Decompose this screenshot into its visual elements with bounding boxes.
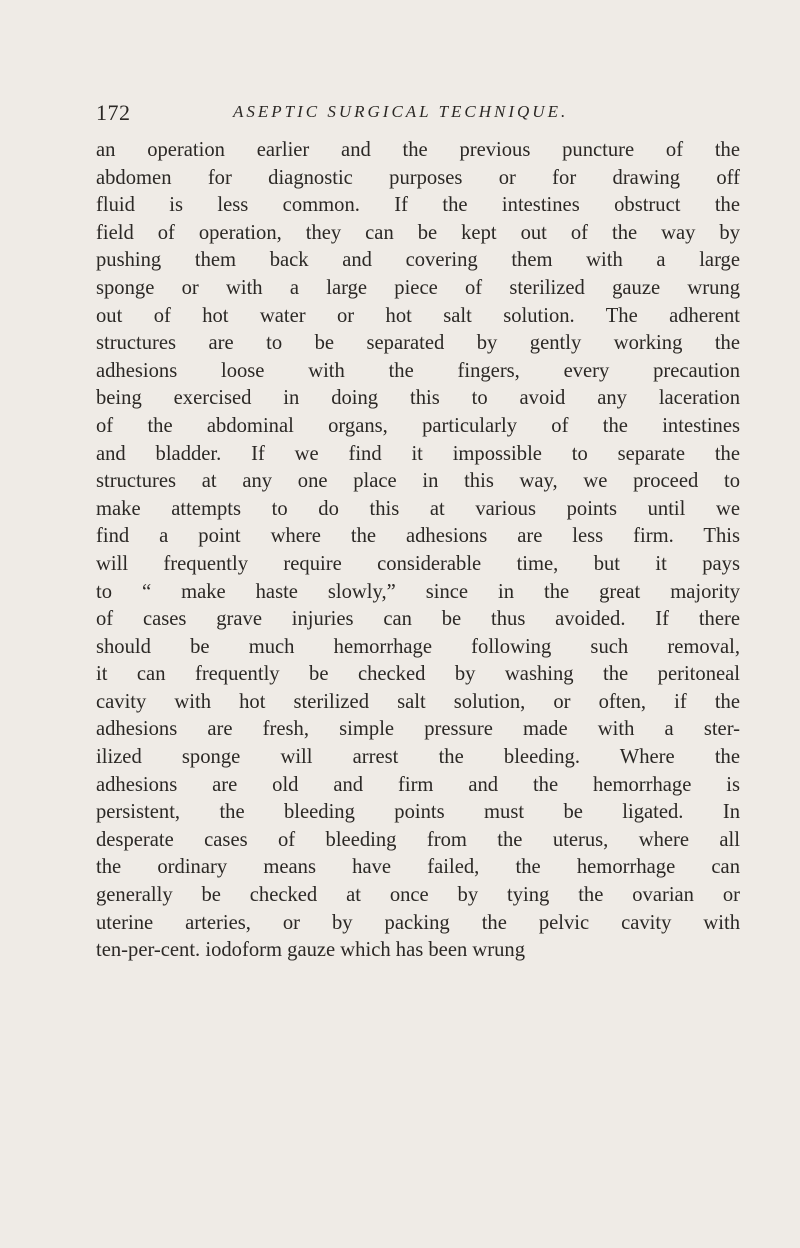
text-line: an operation earlier and the previous puncture of the [96,139,740,161]
text-line: being exercised in doing this to avoid any laceration [96,387,740,410]
text-line: to “ make haste slowly,” since in the great majority [96,580,740,603]
text-line: uterine arteries, or by packing the pelvic cavity with [96,911,740,934]
running-head [96,100,736,128]
text-line: fluid is less common. If the intestines obstruct the [96,194,740,217]
text-line: ten-per-cent. iodoform gauze which has been wrung [96,939,526,962]
text-line: abdomen for diagnostic purposes or for drawing off [96,166,740,189]
text-line: of cases grave injuries can be thus avoided. If there [96,608,740,631]
text-line: field of operation, they can be kept out of the way by [96,221,740,244]
text-line: pushing them back and covering them with a large [96,249,740,272]
text-line: the ordinary means have failed, the hemorrhage can [96,856,740,879]
text-line: adhesions are fresh, simple pressure made with a ster- [96,718,740,741]
text-line: find a point where the adhesions are less firm. This [96,525,740,548]
text-line: ilized sponge will arrest the bleeding. Where the [96,746,740,769]
text-line: make attempts to do this at various points until we [96,497,740,520]
text-line: out of hot water or hot salt solution. The adherent [96,304,740,327]
text-line: of the abdominal organs, particularly of the intestines [96,414,740,437]
text-line: will frequently require considerable time, but it pays [96,552,740,575]
text-line: structures at any one place in this way, we proceed to [96,470,740,493]
text-line: adhesions are old and firm and the hemorrhage is [96,773,740,796]
text-line: adhesions loose with the fingers, every precaution [96,359,740,382]
text-line: it can frequently be checked by washing the peritoneal [96,663,740,686]
text-line: persistent, the bleeding points must be ligated. In [96,801,740,824]
text-line: should be much hemorrhage following such removal, [96,635,740,658]
running-title: ASEPTIC SURGICAL TECHNIQUE. [233,102,569,121]
page-number: 172 [96,100,131,125]
text-line: and bladder. If we find it impossible to separate the [96,442,740,465]
text-line: sponge or with a large piece of sterilized gauze wrung [96,276,740,299]
text-line: cavity with hot sterilized salt solution, or often, if the [96,690,740,713]
text-line: desperate cases of bleeding from the uterus, where all [96,828,740,851]
body-text [96,137,740,965]
text-line: structures are to be separated by gently working the [96,332,740,355]
text-line: generally be checked at once by tying the ovarian or [96,884,740,907]
